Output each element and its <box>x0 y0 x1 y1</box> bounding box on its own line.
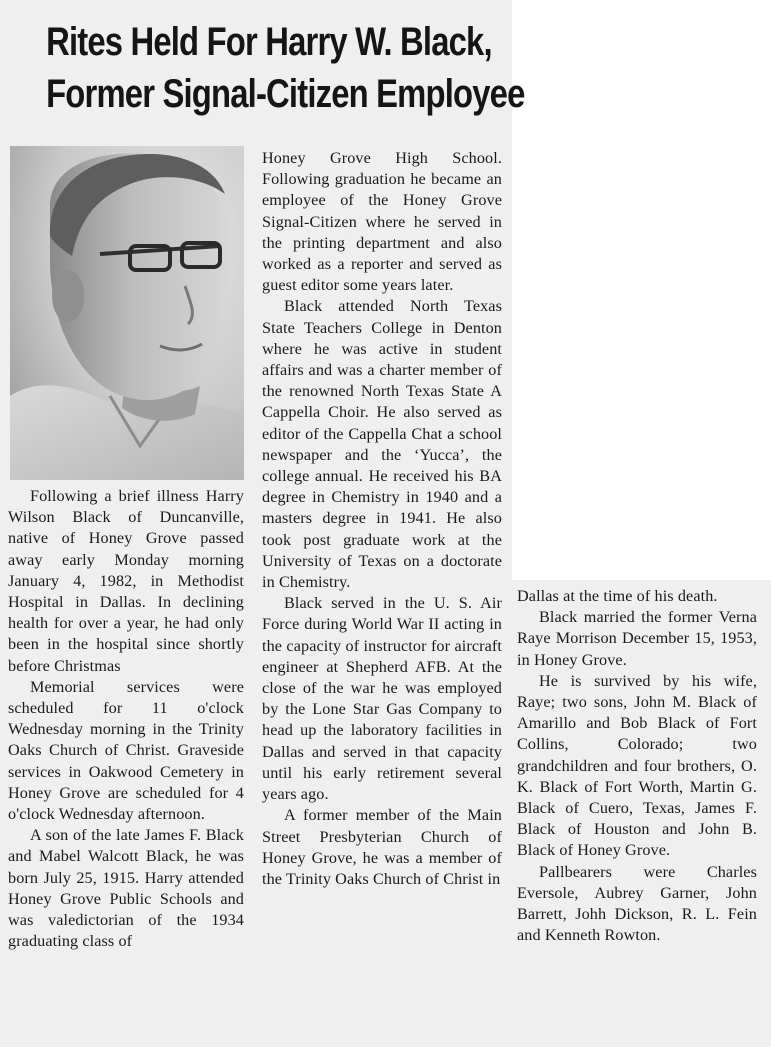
column-3-paragraph-1: Dallas at the time of his death. <box>517 587 718 605</box>
article-column-3 <box>517 586 757 946</box>
column-1-paragraph-2: Memorial services were scheduled for 11 o'clock Wednesday morning in the Trinity Oaks Church of Christ. Graveside services in Oakwood Cemetery in Honey Grove are scheduled for 4 o'clock Wednesday afternoon. <box>8 677 244 824</box>
column-2-paragraph-4: A former member of the Main Street Presbyterian Church of Honey Grove, he was a member of the Trinity Oaks Church of Christ in <box>262 806 502 888</box>
article-column-2 <box>262 148 502 890</box>
portrait-image <box>10 146 244 480</box>
column-3-paragraph-3: He is survived by his wife, Raye; two sons, John M. Black of Amarillo and Bob Black of Fort Collins, Colorado; two grandchildren and four brothers, O. K. Black of Fort Worth, Martin G. Black of Cuero, Texas, James F. Black of Houston and John B. Black of Honey Grove. <box>517 671 757 860</box>
column-2-paragraph-1: Honey Grove High School. Following graduation he became an employee of the Honey Grove Signal-Citizen where he served in the printing department and also worked as a reporter and served as guest editor some years later. <box>262 149 502 295</box>
article-column-1 <box>8 486 244 952</box>
headline-line-1: Rites Held For Harry W. Black, <box>46 20 492 64</box>
column-3-paragraph-2: Black married the former Verna Raye Morrison December 15, 1953, in Honey Grove. <box>517 608 757 669</box>
headline-line-2: Former Signal-Citizen Employee <box>46 72 525 116</box>
column-3-paragraph-4: Pallbearers were Charles Eversole, Aubrey Garner, John Barrett, Johh Dickson, R. L. Fein and Kenneth Rowton. <box>517 862 757 945</box>
column-1-paragraph-1: Following a brief illness Harry Wilson Black of Duncanville, native of Honey Grove passed away early Monday morning January 4, 1982, in Methodist Hospital in Dallas. In declining health for over a year, he had only been in the hospital since shortly before Christmas <box>8 487 244 675</box>
column-2-paragraph-2: Black attended North Texas State Teachers College in Denton where he was active in student affairs and was a charter member of the renowned North Texas State A Cappella Choir. He also served as editor of the Cappella Chat a school newspaper and the ‘Yucca’, the college annual. He received his BA degree in Chemistry in 1940 and a masters degree in 1941. He also took post graduate work at the University of Texas on a doctorate in Chemistry. <box>262 297 502 592</box>
column-2-paragraph-3: Black served in the U. S. Air Force during World War II acting in the capacity of instructor for aircraft engineer at Shepherd AFB. At the close of the war he was employed by the Lone Star Gas Company to head up the laboratory facilities in Dallas and served in that capacity until his early retirement several years ago. <box>262 594 502 804</box>
headline <box>46 16 525 120</box>
portrait-photo <box>10 146 244 480</box>
column-1-paragraph-3: A son of the late James F. Black and Mabel Walcott Black, he was born July 25, 1915. Harry attended Honey Grove Public Schools and was valedictorian of the 1934 graduating class of <box>8 826 244 951</box>
